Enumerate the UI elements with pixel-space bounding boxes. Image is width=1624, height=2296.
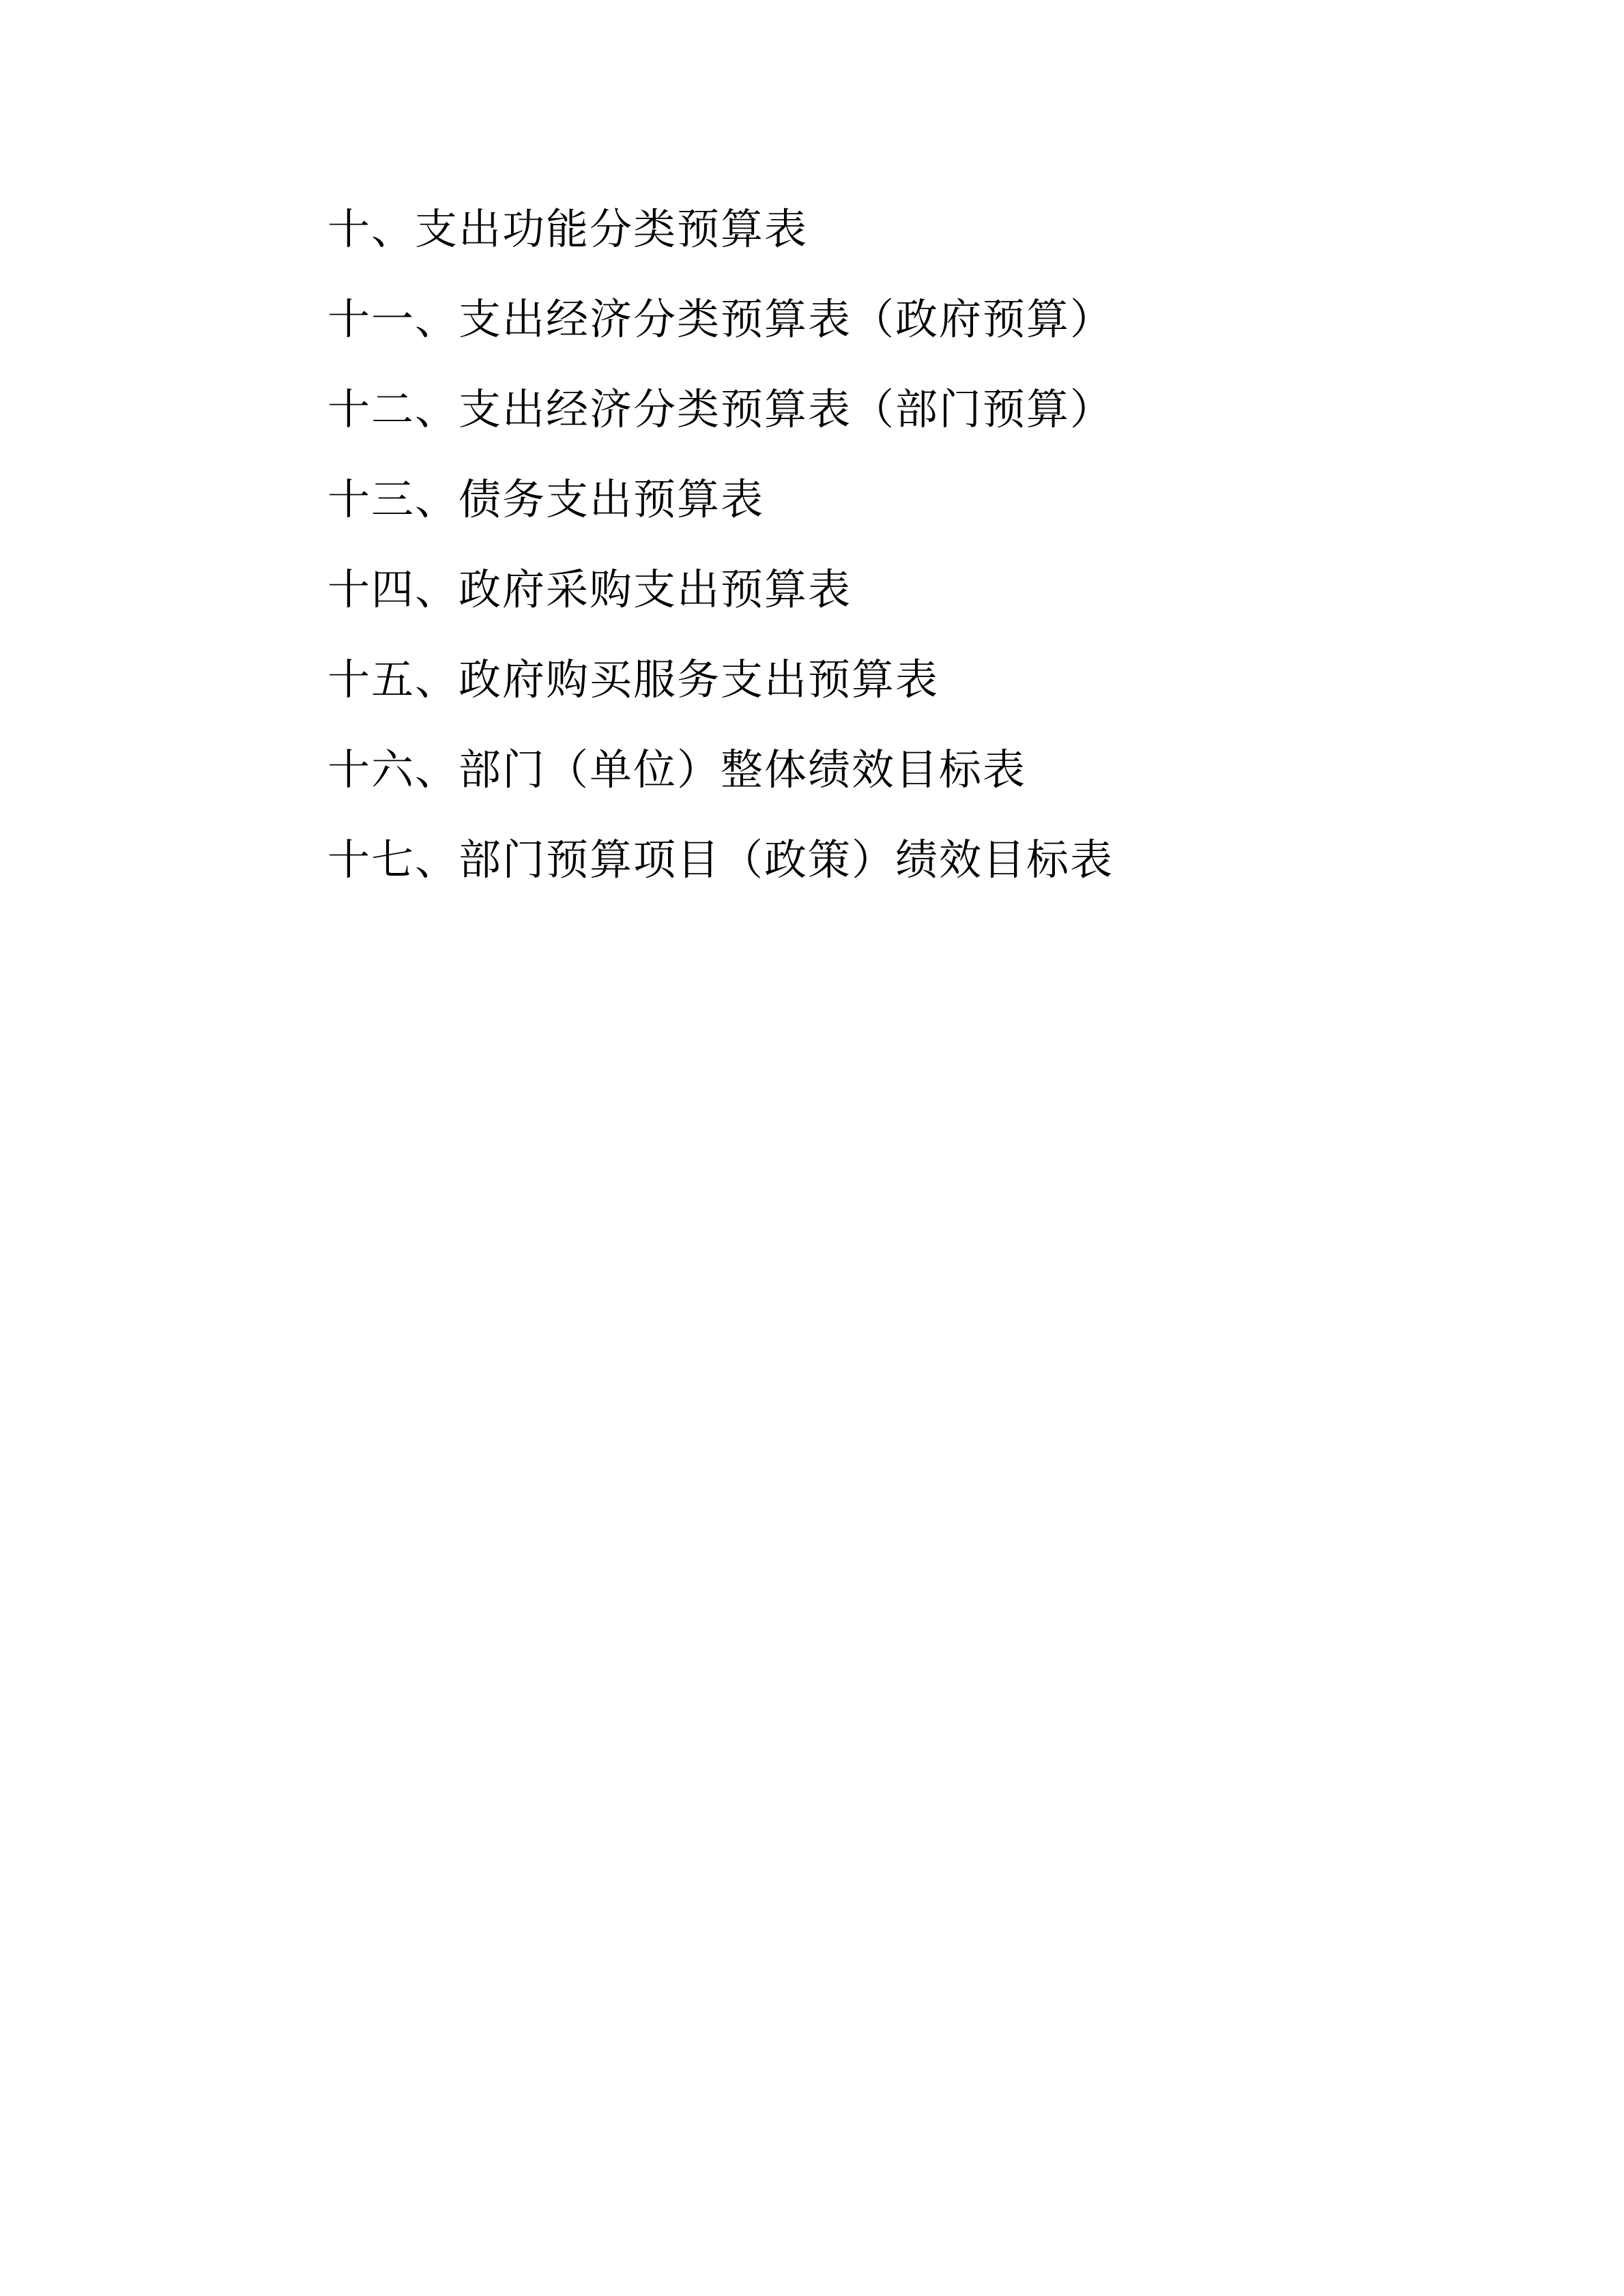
toc-entry-13: 十三、债务支出预算表 [328, 474, 765, 524]
table-of-contents [328, 184, 1433, 905]
toc-entry-14: 十四、政府采购支出预算表 [328, 564, 852, 614]
toc-entry-10: 十、支出功能分类预算表 [328, 204, 809, 254]
toc-entry-12: 十二、支出经济分类预算表（部门预算） [328, 384, 1114, 434]
toc-list [328, 184, 1433, 905]
toc-entry-15: 十五、政府购买服务支出预算表 [328, 655, 940, 704]
toc-entry-11: 十一、支出经济分类预算表（政府预算） [328, 294, 1114, 344]
toc-entry-16: 十六、部门（单位）整体绩效目标表 [328, 745, 1027, 794]
toc-entry-17: 十七、部门预算项目（政策）绩效目标表 [328, 835, 1114, 885]
